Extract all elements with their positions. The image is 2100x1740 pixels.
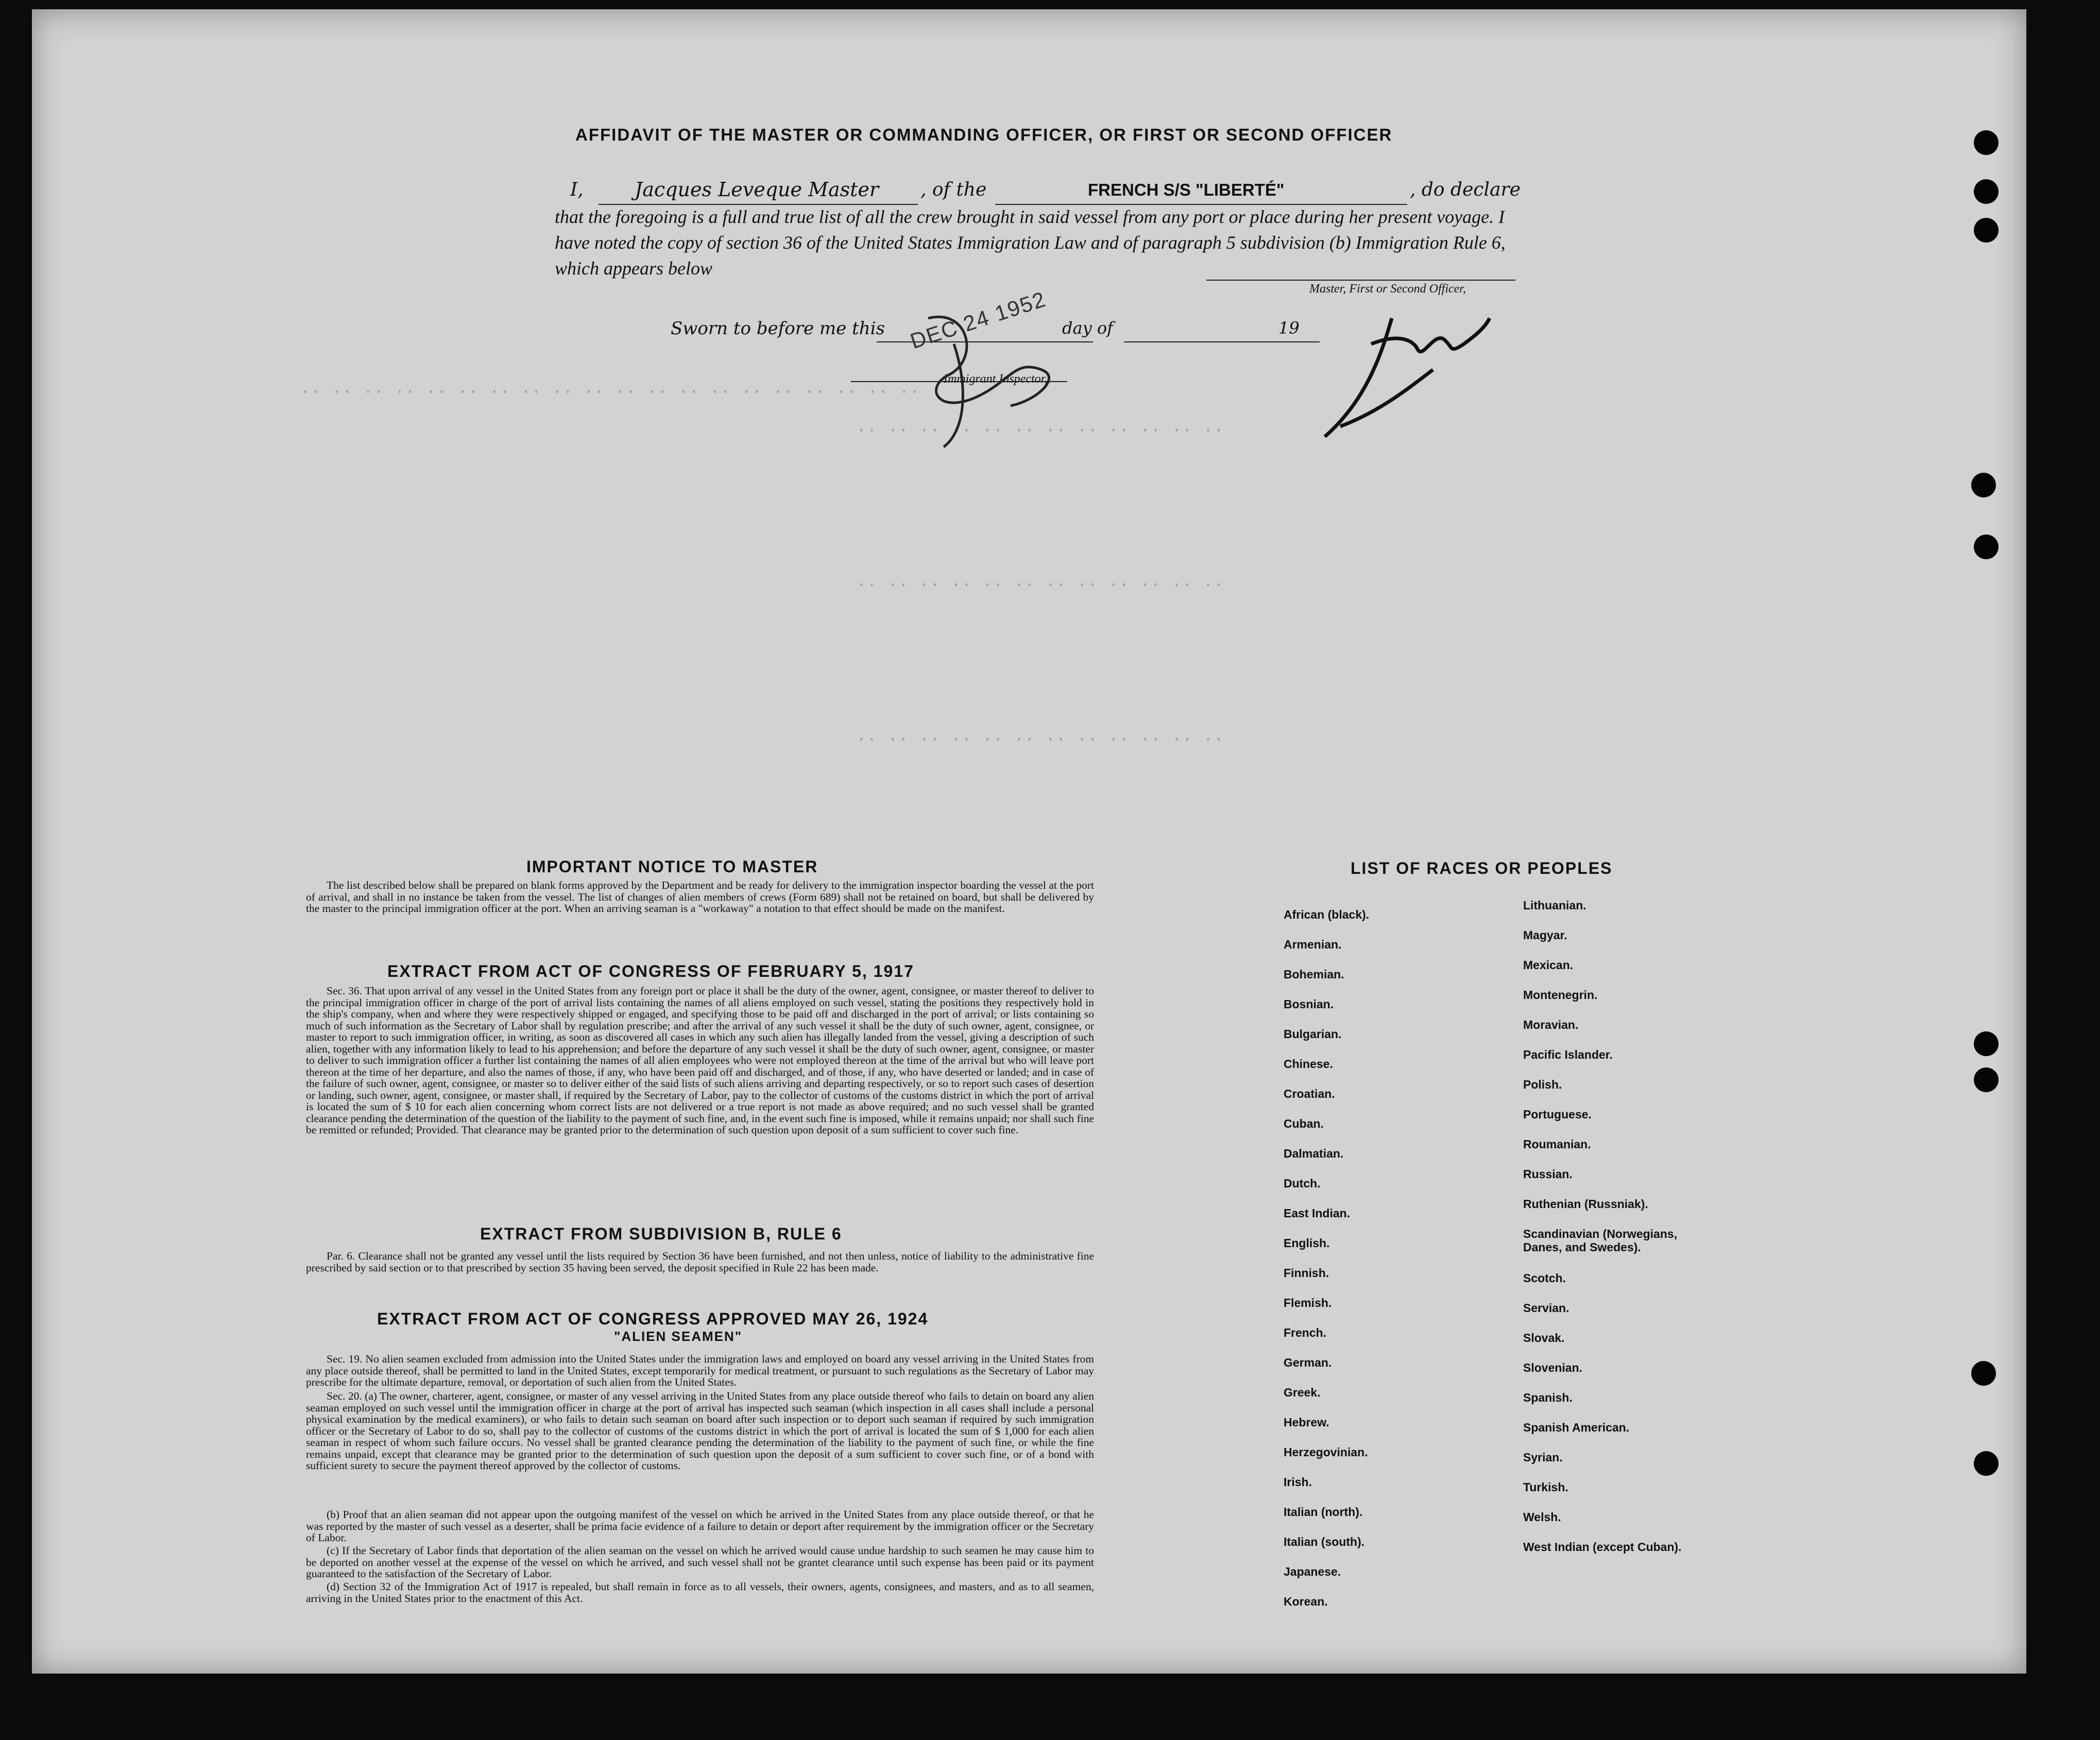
race-item: Flemish. xyxy=(1284,1296,1332,1310)
race-item: Magyar. xyxy=(1523,928,1567,942)
date-stamp: DEC 24 1952 xyxy=(907,286,1049,354)
sworn-label: Sworn to before me this xyxy=(671,318,885,339)
binder-hole xyxy=(1974,130,1999,155)
of-the-label: , of the xyxy=(920,179,987,200)
race-item: Bohemian. xyxy=(1284,968,1344,981)
race-item: Scandinavian (Norwegians, Danes, and Swedes). xyxy=(1523,1227,1678,1254)
race-item: Slovak. xyxy=(1523,1331,1565,1345)
race-item: Bulgarian. xyxy=(1284,1027,1342,1041)
race-item: Dalmatian. xyxy=(1284,1147,1344,1160)
bleed-through-text: ·· ·· ·· ·· ·· ·· ·· ·· ·· ·· ·· ·· xyxy=(856,730,1224,750)
race-item: Croatian. xyxy=(1284,1087,1335,1100)
binder-hole xyxy=(1974,1031,1999,1056)
binder-hole xyxy=(1971,473,1996,497)
race-item: German. xyxy=(1284,1356,1332,1369)
race-item: Pacific Islander. xyxy=(1523,1048,1613,1061)
manifest-page xyxy=(32,9,2026,1674)
races-heading: LIST OF RACES OR PEOPLES xyxy=(1351,859,1613,877)
sec19-text: Sec. 19. No alien seamen excluded from admission into the United States under the immigration laws and employed on board any vessel arriving in the United States from any place outside thereof, shall be permitted to land in the United States, except temporarily for medical treatment, or pursuant to such regulations as the Secretary of Labor may prescribe for the ultimate departure, removal, or deportation of such alien from the United States. xyxy=(306,1353,1094,1388)
race-item: Herzegovinian. xyxy=(1284,1445,1368,1459)
race-item: East Indian. xyxy=(1284,1207,1351,1220)
race-item: Spanish. xyxy=(1523,1391,1573,1404)
race-item: Chinese. xyxy=(1284,1057,1333,1071)
do-declare-label: , do declare xyxy=(1410,179,1521,200)
race-item: Armenian. xyxy=(1284,938,1342,951)
bleed-through-text: ·· ·· ·· ·· ·· ·· ·· ·· ·· ·· ·· ·· xyxy=(856,421,1224,441)
race-item: Scotch. xyxy=(1523,1271,1566,1285)
race-item: Welsh. xyxy=(1523,1510,1561,1524)
race-item: Moravian. xyxy=(1523,1018,1579,1031)
master-signature xyxy=(1278,298,1495,452)
race-item: Russian. xyxy=(1523,1167,1573,1181)
day-of-label: day of xyxy=(1062,318,1113,338)
i-label: I, xyxy=(570,179,584,200)
race-item: Servian. xyxy=(1523,1301,1569,1315)
rule6-text: Par. 6. Clearance shall not be granted any vessel until the lists required by Section 36 have been furnished, and not then unless, notice of liability to the administrative fine prescribed by said section or to that prescribed by section 35 having been served, the deposit specified in Rule 22 has been made. xyxy=(306,1250,1094,1274)
race-item: Dutch. xyxy=(1284,1177,1321,1190)
rule6-heading: EXTRACT FROM SUBDIVISION B, RULE 6 xyxy=(480,1225,842,1243)
race-item: Japanese. xyxy=(1284,1565,1341,1578)
master-caption: Master, First or Second Officer, xyxy=(1309,282,1466,296)
race-item: Italian (north). xyxy=(1284,1505,1363,1519)
sec20c-text: (c) If the Secretary of Labor finds that deportation of the alien seaman on the vessel on which he arrived would cause undue hardship to such seamen he may cause him to be deported on another vessel at the expense of the vessel on which he arrived, and such vessel shall not be grantet clearance until such expense has been paid or its payment guaranteed to the satisfaction of the Secretary of Labor. xyxy=(306,1544,1094,1580)
races-right-column xyxy=(1523,899,1709,1570)
race-item: Turkish. xyxy=(1523,1480,1568,1494)
inspector-caption: Immigrant Inspector, xyxy=(944,372,1048,386)
extract-1924-subheading: "ALIEN SEAMEN" xyxy=(614,1329,743,1344)
binder-hole xyxy=(1971,1361,1996,1386)
race-item: Slovenian. xyxy=(1523,1361,1583,1374)
race-item: Spanish American. xyxy=(1523,1421,1630,1434)
race-item: Roumanian. xyxy=(1523,1138,1591,1151)
race-item: Irish. xyxy=(1284,1475,1312,1489)
binder-hole xyxy=(1974,535,1999,559)
declaration-text: that the foregoing is a full and true list of all the crew brought in said vessel from any port or place during her present voyage. I have noted the copy of section 36 of the United States Immigration Law and of paragraph 5 subdivision (b) Immigration Rule 6, which appears below xyxy=(555,206,1506,279)
race-item: African (black). xyxy=(1284,908,1370,921)
races-left-column xyxy=(1284,908,1438,1625)
race-item: Syrian. xyxy=(1523,1451,1563,1464)
bleed-through-text: ·· ·· ·· ·· ·· ·· ·· ·· ·· ·· ·· ·· xyxy=(856,576,1224,595)
binder-hole xyxy=(1974,1067,1999,1092)
year-prefix: 19 xyxy=(1278,318,1300,338)
race-item: French. xyxy=(1284,1326,1327,1339)
race-item: Cuban. xyxy=(1284,1117,1324,1130)
sec20a-text: Sec. 20. (a) The owner, charterer, agent, consignee, or master of any vessel arriving in the United States from any place outside thereof who fails to detain on board any alien seaman employed on such vessel until the immigration officer in charge at the port of arrival has inspected such seaman (which inspection in all cases shall include a personal physical examination by the medical examiners), or who fails to detain such seaman on board after such inspection or to deport such seaman if required by such immigration officer or the Secretary of Labor to do so, shall pay to the collector of customs of the customs district in which the port of arrival is located the sum of $ 1,000 for each alien seaman in respect of whom such failure occurs. No vessel shall be granted clearance pending the determination of the liability to the payment of such fine, or while the fine remains unpaid, except that clearance may be granted prior to the determination of such question upon the deposit of a sum sufficient to cover such fine, or of a bond with sufficient surety to secure the payment thereof approved by the collector of customs. xyxy=(306,1390,1094,1472)
master-signature-line xyxy=(1206,280,1515,281)
sec20d-text: (d) Section 32 of the Immigration Act of 1917 is repealed, but shall remain in force as to all vessels, their owners, agents, consignees, and masters, and as to all seamen, arriving in the United States prior to the enactment of this Act. xyxy=(306,1580,1094,1605)
master-name: Jacques Leveque Master xyxy=(635,178,879,201)
binder-hole xyxy=(1974,179,1999,204)
race-item: Korean. xyxy=(1284,1595,1328,1608)
inspector-signature xyxy=(908,298,1078,452)
race-item: Polish. xyxy=(1523,1078,1562,1091)
binder-hole xyxy=(1974,1451,1999,1476)
race-item: Bosnian. xyxy=(1284,997,1334,1011)
affidavit-title: AFFIDAVIT OF THE MASTER OR COMMANDING OFFICER, OR FIRST OR SECOND OFFICER xyxy=(575,125,1393,144)
binder-hole xyxy=(1974,218,1999,243)
race-item: English. xyxy=(1284,1236,1330,1250)
bleed-through-text: ·· ·· ·· ·· ·· ·· ·· ·· ·· ·· ·· ·· ·· ·· ·· ·· ·· ·· ·· ·· xyxy=(300,383,920,402)
race-item: Montenegrin. xyxy=(1523,988,1598,1002)
notice-text: The list described below shall be prepared on blank forms approved by the Department and be ready for delivery to the immigration inspector boarding the vessel at the port of arrival, and shall in no instance be taken from the vessel. The list of changes of alien members of crews (Form 689) shall not be retained on board, but shall be delivered by the master to the principal immigration officer at the port. When an arriving seaman is a "workaway" a notation to that effect should be made on the manifest. xyxy=(306,879,1094,915)
race-item: Greek. xyxy=(1284,1386,1321,1399)
extract-1917-text: Sec. 36. That upon arrival of any vessel in the United States from any foreign port or place it shall be the duty of the owner, agent, consignee, or master thereof to deliver to the principal immigration officer in charge of the port of arrival lists containing the names of all aliens employed on such vessel, stating the positions they respectively hold in the ship's company, when and where they were respectively shipped or engaged, and specifying those to be paid off and discharged in the port of arrival; or lists containing so much of such information as the Secretary of Labor shall by regulation prescribe; and after the arrival of any such vessel it shall be the duty of such owner, agent, consignee, or master to report to such immigration officer, in writing, as soon as discovered all cases in which any such alien has illegally landed from the vessel, giving a description of such alien, together with any information likely to lead to his apprehension; and before the departure of any such vessel it shall be the duty of such owner, agent, consignee, or master to deliver to such immigration officer a further list containing the names of all alien employees who were not employed thereon at the time of the arrival but who will leave port thereon at the time of her departure, and also the names of those, if any, who have been paid off and discharged, and of those, if any, who have deserted or landed; and in case of the failure of such owner, agent, consignee, or master so to deliver either of the said lists of such aliens arriving and departing respectively, or so to report such cases of desertion or landing, such owner, agent, consignee, or master shall, if required by the Secretary of Labor, pay to the collector of customs of the customs district in which the port of arrival is located the sum of $ 10 for each alien concerning whom correct lists are not delivered or a true report is not made as above required; and no such vessel shall be granted clearance pending the determination of the question of the liability to the payment of such fine, and, in the event such fine is imposed, while it remains unpaid; nor shall such fine be remitted or refunded; Provided. That clearance may be granted prior to the determination of such question upon deposit of a sum sufficient to cover such fine. xyxy=(306,985,1094,1136)
race-item: Mexican. xyxy=(1523,958,1574,972)
notice-heading: IMPORTANT NOTICE TO MASTER xyxy=(526,857,818,876)
extract-1924-heading: EXTRACT FROM ACT OF CONGRESS APPROVED MAY 26, 1924 xyxy=(377,1310,929,1328)
extract-1917-heading: EXTRACT FROM ACT OF CONGRESS OF FEBRUARY 5, 1917 xyxy=(387,962,914,980)
sec20b-text: (b) Proof that an alien seaman did not appear upon the outgoing manifest of the vessel on which he arrived in the United States from any place outside thereof, or that he was reported by the master of such vessel as a deserter, shall be prima facie evidence of a failure to detain or deport after requirement by the immigration officer or the Secretary of Labor. xyxy=(306,1508,1094,1544)
race-item: Ruthenian (Russniak). xyxy=(1523,1197,1648,1211)
race-item: Lithuanian. xyxy=(1523,899,1586,912)
race-item: Portuguese. xyxy=(1523,1108,1592,1121)
race-item: Italian (south). xyxy=(1284,1535,1365,1548)
race-item: Hebrew. xyxy=(1284,1416,1329,1429)
race-item: West Indian (except Cuban). xyxy=(1523,1540,1682,1554)
race-item: Finnish. xyxy=(1284,1266,1329,1280)
vessel-name: FRENCH S/S "LIBERTÉ" xyxy=(1088,180,1285,199)
